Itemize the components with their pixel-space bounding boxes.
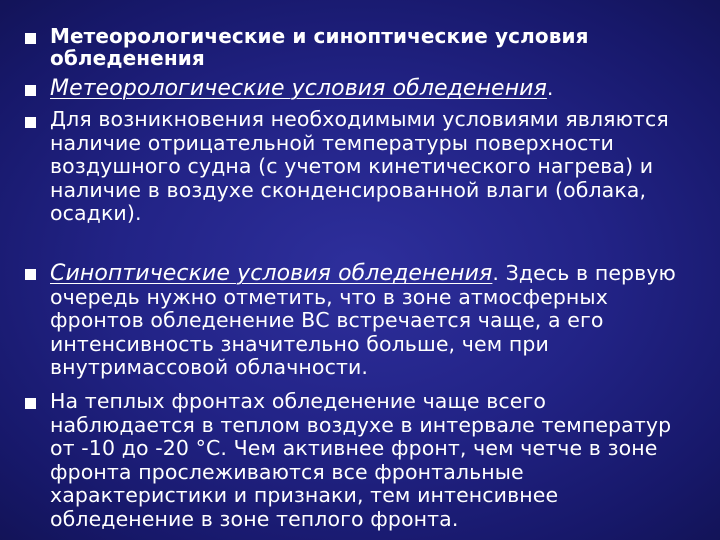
heading-line-1: Метеорологические и синоптические условия	[50, 24, 589, 48]
synoptic-conditions-intro: . Здесь в первую	[492, 261, 676, 285]
paragraph-line: наличие отрицательной температуры поверхности	[50, 130, 614, 155]
paragraph-line: очередь нужно отметить, что в зоне атмосферных	[50, 284, 608, 309]
warm-fronts-paragraph	[50, 390, 712, 531]
bullet-square-icon	[25, 33, 36, 44]
paragraph-line: наличие в воздухе сконденсированной влаги (облака,	[50, 177, 647, 202]
paragraph-line: осадки).	[50, 201, 142, 225]
heading-line-2: обледенения	[50, 46, 205, 70]
paragraph-line: обледенение в зоне теплого фронта.	[50, 506, 459, 531]
bullet-square-icon	[25, 398, 36, 409]
paragraph-line: воздушного судна (с учетом кинетического нагрева) и	[50, 154, 654, 178]
meteo-conditions-paragraph	[50, 108, 712, 226]
synoptic-conditions-paragraph	[50, 262, 712, 380]
bullet-square-icon	[25, 117, 36, 128]
meteo-conditions-title: Метеорологические условия обледенения	[50, 76, 547, 101]
synoptic-conditions-title: Синоптические условия обледенения	[50, 261, 493, 286]
paragraph-line: интенсивность значительно больше, чем при	[50, 331, 549, 356]
slide-heading	[50, 25, 712, 69]
bullet-square-icon	[25, 85, 36, 96]
paragraph-line: фронта прослеживаются все фронтальные	[50, 459, 524, 484]
paragraph-line: характеристики и признаки, тем интенсивнее	[50, 483, 559, 507]
bullet-square-icon	[25, 269, 36, 280]
paragraph-line: от -10 до -20 °С. Чем активнее фронт, чем четче в зоне	[50, 436, 658, 460]
paragraph-line: На теплых фронтах обледенение чаще всего	[50, 389, 546, 413]
paragraph-line: наблюдается в теплом воздухе в интервале температур	[50, 412, 672, 437]
paragraph-line: Для возникновения необходимыми условиями являются	[50, 107, 669, 131]
paragraph-line: фронтов обледенение ВС встречается чаще, а его	[50, 308, 604, 332]
meteo-conditions-subheading	[50, 77, 712, 101]
paragraph-line: внутримассовой облачности.	[50, 355, 369, 379]
meteo-conditions-period: .	[546, 76, 554, 100]
